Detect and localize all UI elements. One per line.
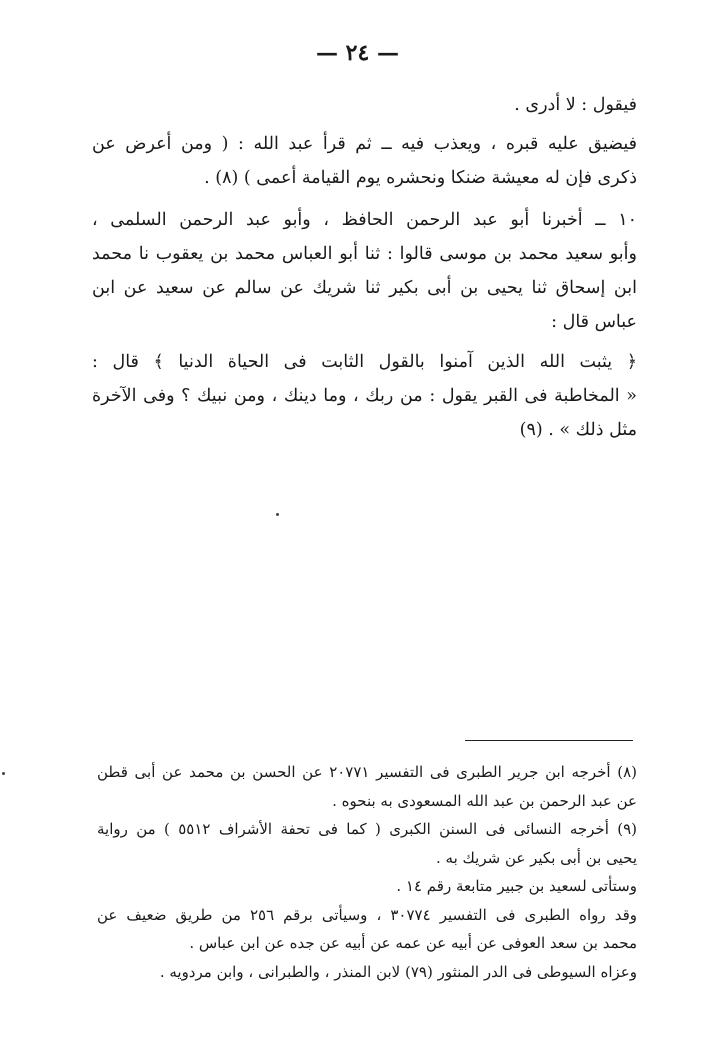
text-line: وأبو سعيد محمد بن موسى قالوا : ثنا أبو العباس محمد بن يعقوب نا محمد	[92, 244, 637, 264]
text-line: فيضيق عليه قبره ، ويعذب فيه ــ ثم قرأ عبد الله : ( ومن أعرض عن	[92, 134, 637, 154]
text-line: ١٠ ــ أخبرنا أبو عبد الرحمن الحافظ ، وأبو عبد الرحمن السلمى ،	[92, 210, 637, 230]
footnote-line: محمد بن سعد العوفى عن أبيه عن عمه عن أبيه عن جده عن ابن عباس .	[189, 934, 637, 952]
footnote-line: (٩) أخرجه النسائى فى السنن الكبرى ( كما فى تحفة الأشراف ٥٥١٢ ) من رواية	[97, 820, 637, 838]
text-line: عباس قال :	[551, 312, 637, 332]
footnote-line: وقد رواه الطبرى فى التفسير ٣٠٧٧٤ ، وسيأتى برقم ٢٥٦ من طريق ضعيف عن	[97, 905, 637, 924]
page-number: — ٢٤ —	[316, 40, 399, 66]
footnote-line: وستأتى لسعيد بن جبير متابعة رقم ١٤ .	[396, 877, 637, 895]
paragraph-4	[92, 345, 637, 447]
paragraph-1	[92, 88, 637, 122]
footnote-line: (٨) أخرجه ابن جرير الطبرى فى التفسير ٢٠٧٧١ عن الحسن بن محمد عن أبى قطن	[97, 763, 637, 781]
paragraph-3	[92, 203, 637, 339]
footnote-line: عن عبد الرحمن بن عبد الله المسعودى به بنحوه .	[332, 791, 637, 810]
footnote-line: يحيى بن أبى بكير عن شريك به .	[436, 848, 637, 867]
text-line: مثل ذلك » . (٩)	[519, 420, 637, 440]
text-line: ابن إسحاق ثنا يحيى بن أبى بكير ثنا شريك عن سالم عن سعيد عن ابن	[92, 278, 637, 298]
text-line: ﴿ يثبت الله الذين آمنوا بالقول الثابت فى الحياة الدنيا ﴾ قال :	[92, 352, 637, 372]
text-line: ذكرى فإن له معيشة ضنكا ونحشره يوم القيامة أعمى ) (٨) .	[204, 168, 637, 188]
text-line: « المخاطبة فى القبر يقول : من ربك ، وما دينك ، ومن نبيك ؟ وفى الآخرة	[92, 386, 637, 406]
footnotes	[97, 758, 637, 986]
scan-speck	[2, 772, 5, 775]
text-line: فيقول : لا أدرى .	[514, 95, 637, 115]
scan-speck	[276, 513, 279, 516]
footnote-divider	[465, 740, 633, 741]
footnote-line: وعزاه السيوطى فى الدر المنثور (٧٩) لابن المنذر ، والطبرانى ، وابن مردويه .	[159, 962, 637, 981]
paragraph-2	[92, 127, 637, 195]
